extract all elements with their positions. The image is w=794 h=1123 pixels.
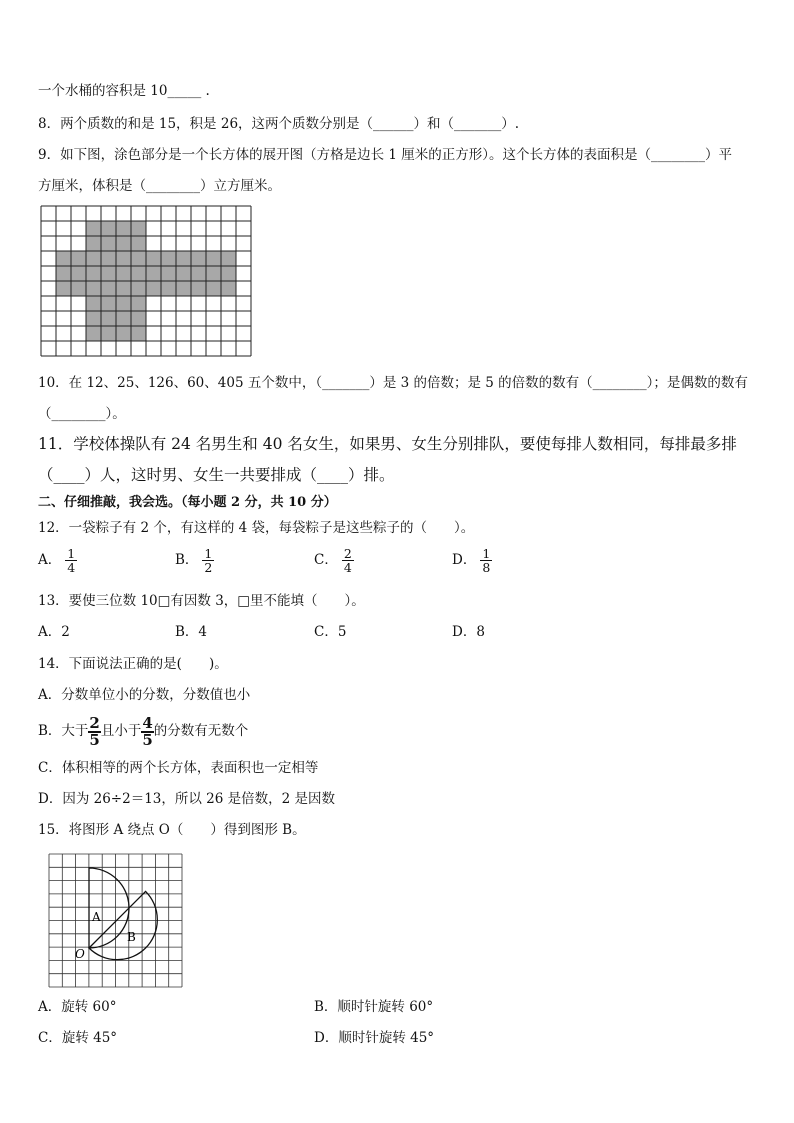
rotation-figure — [40, 848, 190, 988]
q12-option-a — [38, 547, 77, 574]
numerator: 1 — [482, 546, 491, 561]
q13-option-b: B．4 — [175, 624, 208, 640]
fraction-two-fifths — [88, 713, 100, 749]
q13-option-c: C．5 — [314, 624, 347, 640]
question-11-line2: （____）人，这时男、女生一共要排成（____）排。 — [38, 466, 395, 484]
option-b-suffix: 的分数有无数个 — [153, 723, 249, 739]
net-grid-figure — [40, 205, 253, 360]
numerator: 2 — [89, 713, 100, 732]
question-10-line1: 10．在 12、25、126、60、405 五个数中，（_______）是 3 的倍数；是 5 的倍数的数有（________）；是偶数的数有 — [38, 375, 748, 391]
option-label: B． — [175, 552, 199, 568]
option-label: D． — [452, 552, 477, 568]
question-9-line2: 方厘米，体积是（________）立方厘米。 — [38, 178, 281, 194]
fraction — [65, 547, 77, 574]
option-label: C． — [314, 552, 338, 568]
question-15-stem: 15．将图形 A 绕点 O（ ）得到图形 B。 — [38, 822, 306, 838]
option-b-prefix: B．大于 — [38, 723, 89, 739]
question-13-stem: 13．要使三位数 10□有因数 3，□里不能填（ ）。 — [38, 593, 365, 609]
q15-option-b: B．顺时针旋转 60° — [314, 999, 434, 1015]
question-9-line1: 9．如下图，涂色部分是一个长方体的展开图（方格是边长 1 厘米的正方形）。这个长方体的表面积是（________）平 — [38, 147, 733, 163]
denominator: 4 — [67, 560, 76, 575]
question-11-line1: 11．学校体操队有 24 名男生和 40 名女生，如果男、女生分别排队，要使每排人数相同，每排最多排 — [38, 435, 737, 453]
q15-option-c: C．旋转 45° — [38, 1030, 118, 1046]
denominator: 5 — [142, 730, 153, 749]
q14-option-b — [38, 710, 248, 752]
shape-b-semicircle — [89, 891, 157, 959]
q15-option-d: D．顺时针旋转 45° — [314, 1030, 435, 1046]
label-o: O — [75, 947, 85, 961]
q15-option-a: A．旋转 60° — [38, 999, 117, 1015]
q12-option-d — [452, 547, 492, 574]
label-b: B — [127, 930, 136, 944]
q12-option-b — [175, 547, 214, 574]
numerator: 1 — [204, 546, 213, 561]
q14-option-a: A．分数单位小的分数，分数值也小 — [38, 687, 251, 703]
numerator: 4 — [142, 713, 153, 732]
label-a: A — [92, 910, 101, 924]
option-label: A． — [38, 552, 62, 568]
fraction-four-fifths — [141, 713, 153, 749]
option-b-middle: 且小于 — [100, 723, 142, 739]
shape-a-semicircle — [89, 868, 129, 948]
numerator: 2 — [343, 546, 352, 561]
question-8: 8．两个质数的和是 15，积是 26，这两个质数分别是（______）和（_______）. — [38, 116, 520, 132]
numerator: 1 — [67, 546, 76, 561]
fraction — [480, 547, 492, 574]
question-10-line2: （________）。 — [38, 406, 126, 422]
q13-option-d: D．8 — [452, 624, 485, 640]
denominator: 2 — [204, 560, 213, 575]
denominator: 5 — [89, 730, 100, 749]
denominator: 8 — [482, 560, 491, 575]
fraction — [202, 547, 214, 574]
denominator: 4 — [343, 560, 352, 575]
q7-tail-text: 一个水桶的容积是 10_____ . — [38, 83, 210, 99]
fraction — [342, 547, 354, 574]
q13-option-a: A．2 — [38, 624, 70, 640]
q14-option-d: D．因为 26÷2＝13，所以 26 是倍数，2 是因数 — [38, 791, 336, 807]
q14-option-c: C．体积相等的两个长方体，表面积也一定相等 — [38, 760, 319, 776]
section-2-heading: 二、仔细推敲，我会选。（每小题 2 分，共 10 分） — [38, 495, 337, 510]
question-14-stem: 14．下面说法正确的是( )。 — [38, 656, 228, 672]
question-12-stem: 12．一袋粽子有 2 个，有这样的 4 袋，每袋粽子是这些粽子的（ ）。 — [38, 520, 475, 536]
q12-option-c — [314, 547, 354, 574]
